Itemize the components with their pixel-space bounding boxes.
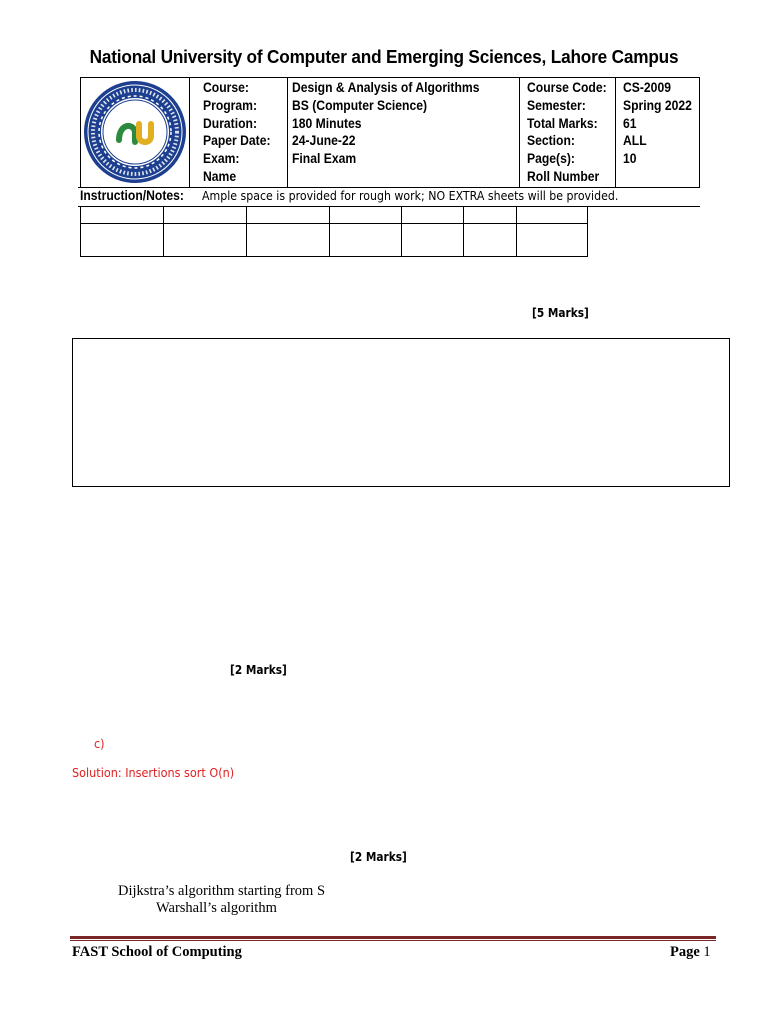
roll-box[interactable] [402,207,464,224]
q2-solution: Solution: Insertions sort O(n) [72,765,235,780]
footer-page-label: Page [670,944,700,960]
page-title: National University of Computer and Emerging Sciences, Lahore Campus [89,46,679,67]
roll-box[interactable] [464,224,517,257]
footer-rule [70,936,716,939]
divider [615,78,616,188]
roll-box[interactable] [330,207,402,224]
program-label: Program: [203,97,258,113]
roll-box[interactable] [402,224,464,257]
divider [287,78,288,188]
exam-value: Final Exam [292,151,357,167]
roll-box[interactable] [517,207,588,224]
divider [189,78,190,188]
roll-box[interactable] [464,207,517,224]
roll-box[interactable] [164,224,247,257]
total-marks-label: Total Marks: [527,115,598,131]
pages-value: 10 [623,151,637,167]
semester-value: Spring 2022 [623,97,692,113]
roll-box[interactable] [81,207,164,224]
roll-box[interactable] [247,224,330,257]
section-label: Section: [527,133,575,149]
q2-marks: [2 Marks] [230,663,287,677]
roll-number-label: Roll Number [527,168,600,184]
divider [519,78,520,188]
q2-part-label: c) [94,736,105,751]
duration-label: Duration: [203,115,257,131]
instructions-label: Instruction/Notes: [80,188,184,203]
header-values-left [292,79,479,168]
roll-box[interactable] [247,207,330,224]
total-marks-value: 61 [623,115,637,131]
q3-option-a: Dijkstra’s algorithm starting from S [118,883,326,899]
roll-box[interactable] [81,224,164,257]
roll-box[interactable] [517,224,588,257]
footer-school: FAST School of Computing [72,944,242,960]
course-code-value: CS-2009 [623,80,671,95]
program-value: BS (Computer Science) [292,97,428,113]
course-label: Course: [203,80,249,95]
paper-date-value: 24-June-22 [292,133,356,149]
course-code-label: Course Code: [527,80,607,95]
q1-marks: [5 Marks] [532,306,589,320]
pages-label: Page(s): [527,151,575,167]
header-values-right [623,79,692,168]
instructions-text: Ample space is provided for rough work; NO EXTRA sheets will be provided. [202,188,619,203]
footer-page [670,944,711,961]
roll-box[interactable] [164,207,247,224]
q3-marks: [2 Marks] [350,850,407,864]
footer-page-number: 1 [703,944,711,960]
q3-option-b: Warshall’s algorithm [156,900,277,916]
roll-box[interactable] [330,224,402,257]
paper-date-label: Paper Date: [203,133,271,149]
header-labels-left [203,79,271,186]
exam-label: Exam: [203,151,240,167]
answer-box[interactable] [72,338,730,487]
footer-rule [70,940,716,941]
duration-value: 180 Minutes [292,115,362,131]
header-labels-right [527,79,607,186]
section-value: ALL [623,133,647,149]
university-seal-icon [83,80,187,184]
semester-label: Semester: [527,97,586,113]
course-value: Design & Analysis of Algorithms [292,80,480,95]
name-label: Name [203,168,237,184]
roll-number-boxes [80,206,588,257]
